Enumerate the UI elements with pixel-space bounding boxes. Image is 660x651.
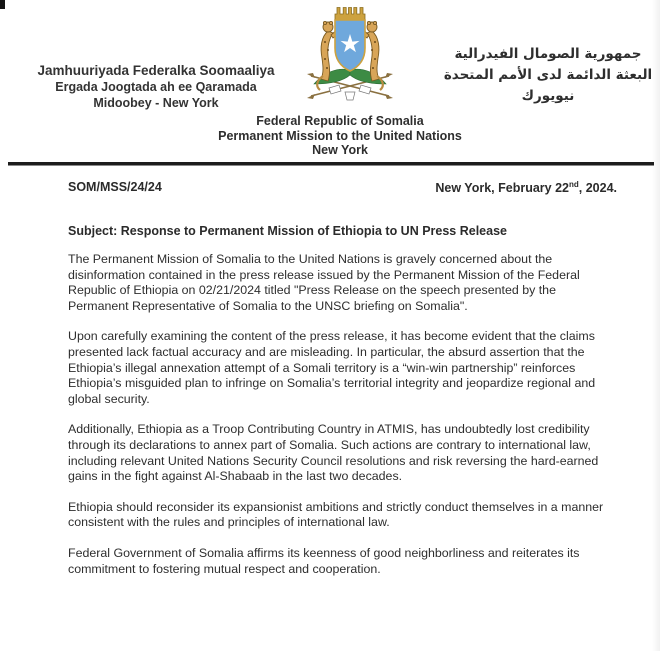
subject-line: Subject: Response to Permanent Mission of Ethiopia to UN Press Release [68, 224, 507, 238]
reference-row [68, 180, 617, 195]
mission-name-english-line3: New York [312, 143, 368, 157]
letterhead-arabic [440, 44, 656, 107]
mission-name-arabic-line1: جمهورية الصومال الفيدرالية [454, 46, 642, 62]
mission-name-english-line2: Permanent Mission to the United Nations [218, 128, 462, 143]
paragraph-1: The Permanent Mission of Somalia to the United Nations is gravely concerned about the disinformation contained in the press release issued by the Permanent Mission of the Federal Republic of Ethiopia on 02/21/2024 titled "Press Release on the speech presented by the Permanent Representative of Somalia to the UNSC briefing on Somalia". [68, 252, 580, 313]
mission-name-somali-line1: Jamhuuriyada Federalka Soomaaliya [37, 63, 275, 78]
letter-body [68, 252, 614, 592]
letterhead-english [190, 114, 490, 158]
date-ordinal-superscript: nd [568, 180, 579, 189]
paragraph-4: Ethiopia should reconsider its expansionist ambitions and strictly conduct themselves in a manner consistent with the rules and principles of international law. [68, 499, 604, 530]
mission-name-english-line1: Federal Republic of Somalia [256, 114, 424, 128]
mission-name-somali-line3: Midoobey - New York [93, 96, 219, 110]
reference-number: SOM/MSS/24/24 [68, 180, 162, 194]
scan-artifact [0, 0, 5, 9]
paragraph-3: Additionally, Ethiopia as a Troop Contributing Country in ATMIS, has undoubtedly lost credibility through its declarations to annex part of Somalia. Such actions are contrary to international law, including relevant United Nations Security Council resolutions and risk reversing the hard-earned gains in the fight against Al-Shabaab in the last two decades. [68, 422, 599, 484]
paragraph-5: Federal Government of Somalia affirms its keenness of good neighborliness and reiterates its commitment to fostering mutual respect and cooperation. [68, 545, 580, 576]
date-line: New York, February 22nd, 2024. [435, 180, 617, 196]
letterhead-divider [8, 162, 654, 166]
mission-name-arabic-line3: نيويورك [521, 88, 575, 104]
mission-name-arabic-line2: البعثة الدائمة لدى الأمم المتحدة [443, 67, 653, 83]
somalia-coat-of-arms-icon [295, 4, 405, 108]
letterhead-somali [30, 62, 282, 111]
paragraph-2: Upon carefully examining the content of the press release, it has become evident that the claims presented lack factual accuracy and are misleading. In particular, the absurd assertion that the Ethiopia’s illegal annexation attempt of a Somali territory is a “win-win partnership” reinforces Ethiopia’s misguided plan to infringe on Somalia’s territorial integrity and jeopardize regional and global security. [68, 329, 596, 406]
mission-name-somali-line2: Ergada Joogtada ah ee Qaramada [55, 80, 257, 94]
